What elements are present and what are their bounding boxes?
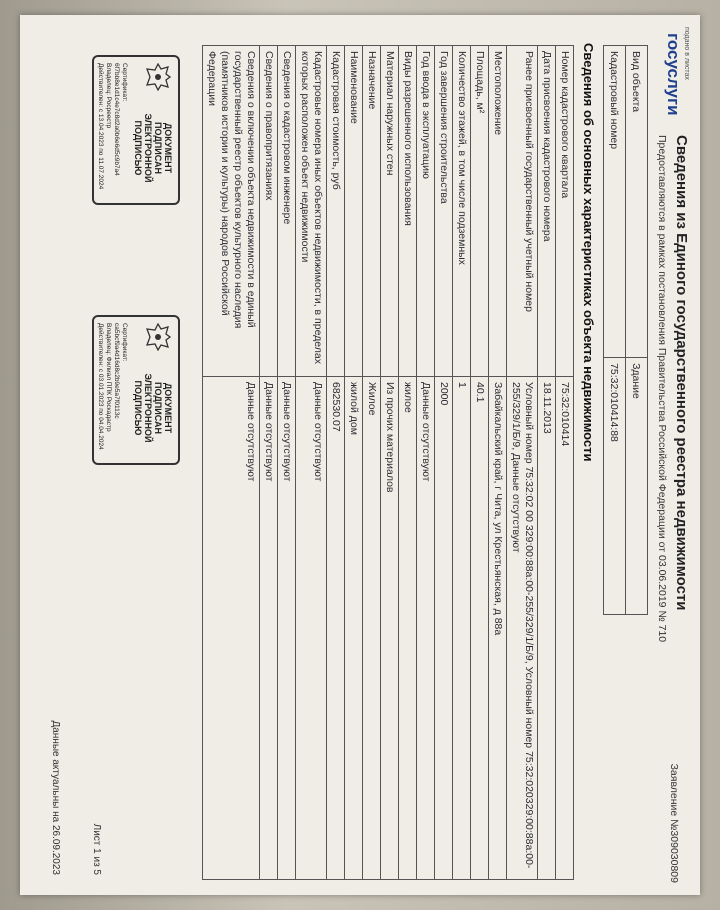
characteristic-label: Год ввода в эксплуатацию [417, 46, 435, 377]
characteristic-value: Данные отсутствуют [417, 377, 435, 880]
table-row [453, 46, 471, 880]
logo-text: госуслуги [664, 33, 683, 116]
characteristic-label: Местоположение [489, 46, 507, 377]
stamp-certificate: Сертификат: 6f7bb8e1d1c4e7c8d2a0b6e6d5c9b7a4 [113, 63, 128, 176]
stamp-owner: Владелец: Филиал ППК Роскадастр [105, 323, 112, 432]
characteristic-value: жилой дом [345, 377, 363, 880]
stamp-title: ДОКУМЕНТ ПОДПИСАН ЭЛЕКТРОННОЙ ПОДПИСЬЮ [133, 373, 173, 443]
characteristic-label: Номер кадастрового квартала [556, 46, 574, 377]
stamp-valid: Действителен: с 13.04.2023 по 11.07.2024 [97, 63, 104, 190]
characteristic-value: 1 [453, 377, 471, 880]
characteristic-value: 75:32:010414 [556, 377, 574, 880]
characteristic-label: Площадь, м² [471, 46, 489, 377]
characteristic-label: Назначение [363, 46, 381, 377]
cadastral-number-value: 75:32:010414:88 [604, 358, 626, 615]
characteristic-value: Данные отсутствуют [260, 377, 278, 880]
characteristic-value: 18.11.2013 [538, 377, 556, 880]
cadastral-number-label: Кадастровый номер [604, 46, 626, 358]
table-row [435, 46, 453, 880]
stamp-details [96, 63, 128, 199]
stamp-title: ДОКУМЕНТ ПОДПИСАН ЭЛЕКТРОННОЙ ПОДПИСЬЮ [133, 113, 173, 183]
gosuslugi-logo [663, 27, 690, 116]
characteristic-value: 682530.07 [327, 377, 345, 880]
table-row [556, 46, 574, 880]
sheet-number: Лист 1 из 5 [91, 823, 102, 875]
characteristic-value: 40.1 [471, 377, 489, 880]
table-row [278, 46, 296, 880]
handwritten-note: подано в листах [683, 27, 690, 80]
stamp-valid: Действителен: с 03.01.2023 по 04.04.2024 [97, 323, 104, 450]
characteristic-label: Ранее присвоенный государственный учетный номер [507, 46, 538, 377]
characteristic-label: Количество этажей, в том числе подземных [453, 46, 471, 377]
characteristic-value: Жилое [363, 377, 381, 880]
table-row [538, 46, 556, 880]
object-kind-table [603, 45, 648, 615]
characteristic-label: Сведения о кадастровом инженере [278, 46, 296, 377]
table-row [327, 46, 345, 880]
eagle-emblem-icon [142, 63, 172, 91]
signature-stamp [92, 315, 180, 465]
characteristics-table [202, 45, 574, 880]
characteristic-value: 2000 [435, 377, 453, 880]
table-row [260, 46, 278, 880]
table-row [604, 46, 626, 615]
characteristic-label: Дата присвоения кадастрового номера [538, 46, 556, 377]
table-row [345, 46, 363, 880]
kind-value: Здание [626, 358, 648, 615]
table-row [363, 46, 381, 880]
table-row [399, 46, 417, 880]
stamp-owner: Владелец: Росреестр [105, 63, 112, 129]
page-footer [50, 720, 102, 875]
characteristic-value: Из прочих материалов [381, 377, 399, 880]
stamp-certificate: Сертификат: ca5bcf9a4d16d8c2b9e5a7f0113c [113, 323, 128, 419]
characteristic-label: Кадастровые номера иных объектов недвижимости, в пределах которых расположен объект недвижимости [296, 46, 327, 377]
characteristic-label: Материал наружных стен [381, 46, 399, 377]
eagle-emblem-icon [142, 323, 172, 351]
characteristic-value: Данные отсутствуют [278, 377, 296, 880]
application-number: Заявление №309030809 [668, 763, 680, 883]
characteristic-label: Кадастровая стоимость, руб [327, 46, 345, 377]
document-sheet [20, 15, 700, 895]
table-row [296, 46, 327, 880]
signature-stamp [92, 55, 180, 205]
characteristic-label: Год завершения строительства [435, 46, 453, 377]
table-row [489, 46, 507, 880]
document-title: Сведения из Единого государственного реестра недвижимости [673, 135, 690, 611]
characteristic-value: Условный номер 75:32:02 00 329:00:88а:00-255/329/1/Б/9, Условный номер 75:32:020329:00:88а:00-255/329/1/Б/9, Данные отсутствуют [507, 377, 538, 880]
table-row [417, 46, 435, 880]
table-row [471, 46, 489, 880]
section-title: Сведения об основных характеристиках объекта недвижимости [581, 43, 596, 462]
table-row [626, 46, 648, 615]
characteristic-label: Сведения о включении объекта недвижимости в единый государственный реестр объектов культурного наследия (памятников истории и культуры) народов Российской Федерации [203, 46, 260, 377]
characteristic-value: Данные отсутствуют [203, 377, 260, 880]
table-row [203, 46, 260, 880]
characteristic-value: жилое [399, 377, 417, 880]
characteristic-label: Сведения о правопритязаниях [260, 46, 278, 377]
characteristic-label: Наименование [345, 46, 363, 377]
characteristic-label: Виды разрешенного использования [399, 46, 417, 377]
stamp-details [96, 323, 128, 459]
characteristic-value: Данные отсутствуют [296, 377, 327, 880]
document-subtitle: Предоставляются в рамках постановления Правительства Российской Федерации от 03.06.2019 № 710 [656, 135, 668, 643]
characteristic-value: Забайкальский край, г Чита, ул Крестьянская, д 88а [489, 377, 507, 880]
table-row [381, 46, 399, 880]
kind-label: Вид объекта [626, 46, 648, 358]
data-actual-date: Данные актуальны на 26.09.2023 [50, 720, 61, 875]
table-row [507, 46, 538, 880]
